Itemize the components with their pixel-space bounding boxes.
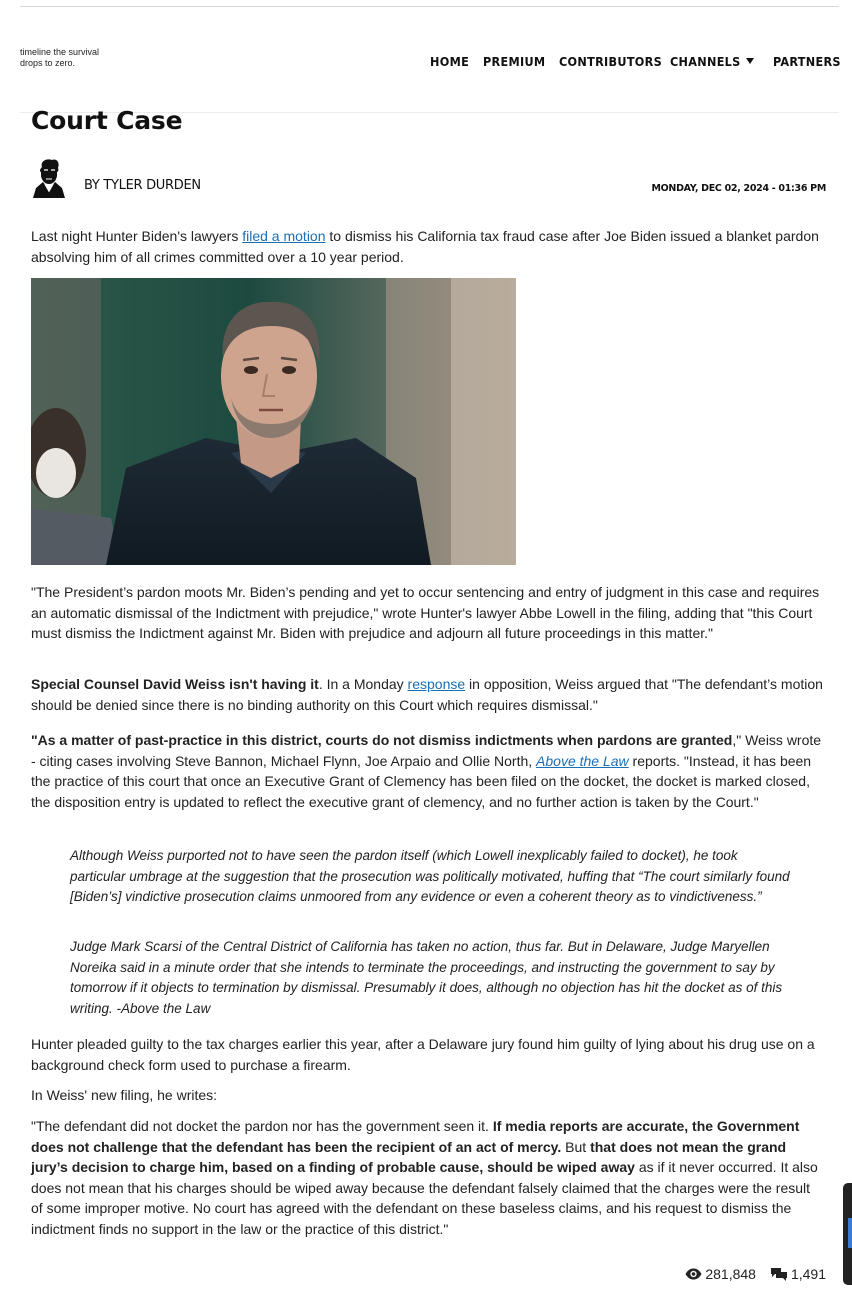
p3-text-after: in opposition, Weiss argued that "The defendant’s motion should be denied since there is no binding authority on this Court which requires dismissal." <box>31 676 823 713</box>
paragraph-6: In Weiss' new filing, he writes: <box>31 1087 218 1103</box>
nav-channels-label: CHANNELS <box>670 54 741 69</box>
p7-text-e: as if it never occurred. It also does not mean that his charges should be wiped away because the defendant falsely claimed that the charges were the result of some improper motive. No court has agreed with the defendant on these baseless claims, and his request to dismiss the indictment finds no support in the law or the practice of this district." <box>31 1159 818 1237</box>
p7-text-a: "The defendant did not docket the pardon nor has the government seen it. <box>31 1118 493 1134</box>
filed-motion-link[interactable]: filed a motion <box>242 228 326 244</box>
nav-partners[interactable]: PARTNERS <box>773 54 841 69</box>
nav-home[interactable]: HOME <box>430 54 470 69</box>
ticker-line-1: timeline the survival <box>20 47 100 57</box>
p1-text: Last night Hunter Biden's lawyers <box>31 228 243 244</box>
author-byline[interactable]: BY TYLER DURDEN <box>84 178 201 193</box>
p1-text-after: to dismiss his California tax fraud case after Joe Biden issued a blanket pardon absolving him of all crimes committed over a 10 year period. <box>31 228 819 265</box>
nav-channels[interactable] <box>670 54 754 69</box>
ticker-line-2: drops to zero. <box>20 58 76 68</box>
chevron-down-icon <box>746 58 754 64</box>
comments-icon <box>770 1267 788 1281</box>
response-link[interactable]: response <box>407 676 466 692</box>
eye-icon <box>685 1268 702 1280</box>
paragraph-5: Hunter pleaded guilty to the tax charges earlier this year, after a Delaware jury found him guilty of lying about his drug use on a background check form used to purchase a firearm. <box>31 1036 815 1073</box>
blockquote-2: Judge Mark Scarsi of the Central District of California has taken no action, thus far. But in Delaware, Judge Maryellen Noreika said in a minute order that she intends to terminate the proceedings, and instructing the government to say by tomorrow if it objects to termination by dismissal. Presumably it does, although no objection has hit the docket as of this writing. -Above the Law <box>70 939 783 1016</box>
p3-text: . In a Monday <box>318 676 408 692</box>
article-title: Court Case <box>31 106 183 132</box>
paragraph-7 <box>31 1116 823 1239</box>
p3-bold: Special Counsel David Weiss isn't having it <box>31 676 319 692</box>
p4-text: ," Weiss wrote - citing cases involving Steve Bannon, Michael Flynn, Joe Arpaio and Ollie North, <box>31 732 822 769</box>
paragraph-4 <box>31 730 823 812</box>
above-the-law-link[interactable]: Above the Law <box>536 752 629 769</box>
author-avatar <box>31 158 67 198</box>
p7-bold-d: that does not mean the grand jury’s decision to charge him, based on a finding of probable cause, should be wiped away <box>31 1138 787 1175</box>
p4-text-after: reports. "Instead, it has been the practice of this court that once an Executive Grant of Clemency has been filed on the docket, the docket is marked closed, the disposition entry is updated to reflect the executive grant of clemency, and no further action is taken by the Court." <box>31 752 812 810</box>
p4-bold: "As a matter of past-practice in this district, courts do not dismiss indictments when pardons are granted <box>31 732 733 748</box>
nav-premium[interactable]: PREMIUM <box>483 54 546 69</box>
paragraph-1 <box>31 226 823 267</box>
p7-text-c: But <box>561 1138 591 1155</box>
comments-count: 1,491 <box>790 1266 826 1282</box>
side-widget-accent <box>848 1218 852 1248</box>
comments-stat[interactable] <box>770 1266 826 1282</box>
paragraph-3 <box>31 674 823 715</box>
views-stat <box>685 1266 756 1282</box>
nav-contributors[interactable]: CONTRIBUTORS <box>559 54 663 69</box>
article-stats <box>685 1266 826 1282</box>
views-count: 281,848 <box>705 1266 756 1282</box>
paragraph-2: "The President’s pardon moots Mr. Biden’s pending and yet to occur sentencing and entry of judgment in this case and requires an automatic dismissal of the Indictment with prejudice," wrote Hunter's lawyer Abbe Lowell in the filing, adding that "this Court must dismiss the Indictment against Mr. Biden with prejudice and adjourn all future proceedings in this matter." <box>31 584 820 641</box>
article-photo <box>31 278 516 565</box>
publish-date: MONDAY, DEC 02, 2024 - 01:36 PM <box>651 183 826 194</box>
ticker-text <box>20 47 99 69</box>
blockquote-1: Although Weiss purported not to have seen the pardon itself (which Lowell inexplicably failed to docket), he took particular umbrage at the suggestion that the prosecution was politically motivated, huffing that “The court similarly found [Biden’s] vindictive prosecution claims unmoored from any evidence or even a coherent theory as to vindictiveness.” <box>70 848 790 904</box>
top-divider <box>20 6 839 7</box>
p7-bold-b: If media reports are accurate, the Government does not challenge that the defendant has been the recipient of an act of mercy. <box>31 1118 800 1155</box>
